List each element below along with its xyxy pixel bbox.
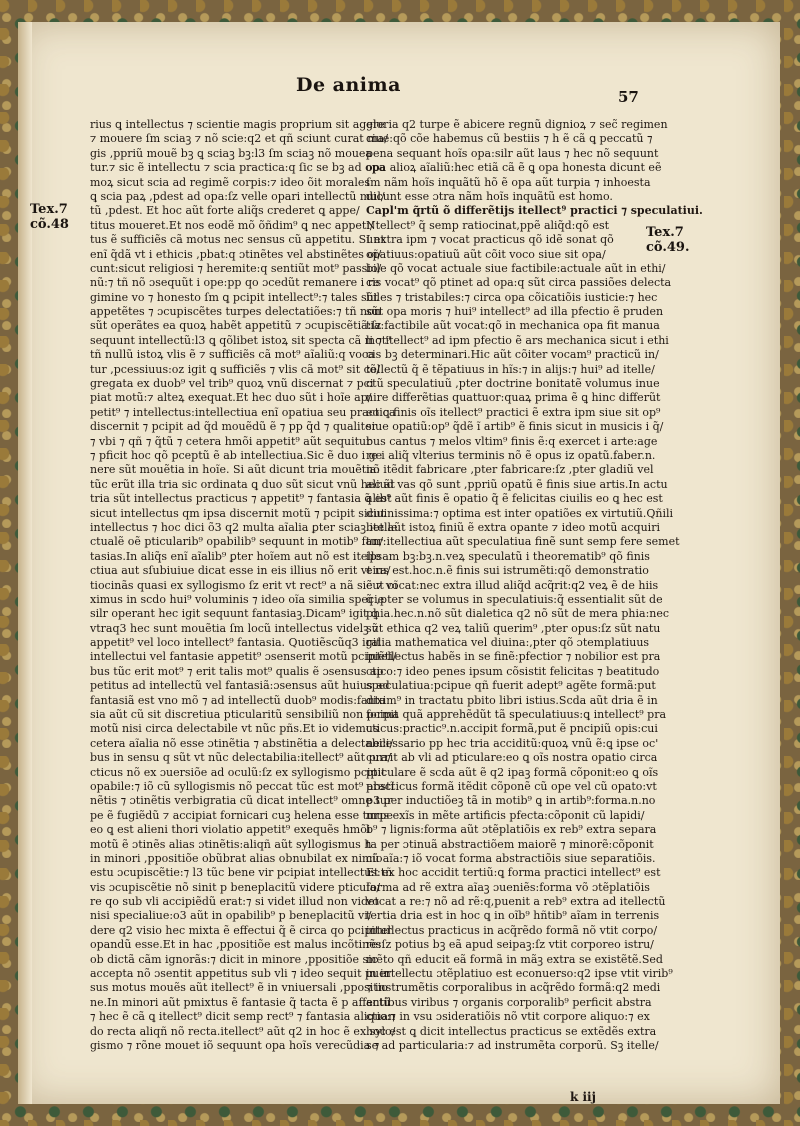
text-line: ⁊ hec ẽ cã ꝗ itellect⁹ dicit semp rect⁹ ⁊ fantasia aliquan [90, 1010, 396, 1024]
text-line: cis vocat⁹ qõ ptinet ad opa:q sũt circa passiões delecta [366, 276, 672, 290]
margin-note-left: Tex.7 cõ.48 [30, 202, 69, 232]
text-line: gregata ex duob⁹ vel trib⁹ quoꝝ vnũ discernat ⁊ pci [90, 377, 374, 391]
text-line: aliud vas qõ sunt ,ppriũ opatũ ẽ finis siue artis.In actu [366, 477, 668, 491]
text-line: gismo ⁊ rõne mouet iõ sequunt opa hoĩs verecũdia ⁊ [90, 1039, 380, 1052]
text-line: ctualẽ oẽ pticularib⁹ opabilib⁹ sequunt in motib⁹ fan/ [90, 535, 383, 549]
text-line: cunt:sicut religiosi ⁊ heremite:q sentiũt mot⁹ passio/ [90, 261, 382, 275]
text-line: ctio:⁊ in vsu ɔsideratiõis nõ vtit corpore aliquo:⁊ ex [366, 1010, 650, 1024]
text-line: speculatiua:pcipue qñ fuerit adept⁹ agẽte formã:put [366, 679, 656, 693]
text-line: nisi specialiue:o3 aũt in opabilib⁹ p beneplacitũ vi/ [90, 909, 372, 923]
text-line: tũ ,pdest. Et hoc aũt forte aliq̃s crederet ꝗ appe/ [90, 204, 360, 218]
text-line: I extra ipm ⁊ vocat practicus qõ idẽ sonat qõ [366, 233, 614, 247]
text-line: nere sũt mouẽtia in hoĩe. Si aũt dicunt tria mouẽtia: [90, 463, 380, 477]
text-line: ipsam bꝫ:bꝫ.n.veꝝ speculatũ i theorematib⁹ qõ finis [366, 549, 650, 563]
text-line: vis ɔcupiscẽtie nõ sinit p beneplacitũ videre pticula/ [90, 880, 381, 894]
text-line: dixim⁹ in tractatu pbito libri istius.Scda aũt dria ẽ in [366, 693, 658, 707]
text-line: vtraq3 hec sunt mouẽtia ſm locũ intellectus videlꝫ ⁊ [90, 621, 379, 635]
text-line: ta per ɔtinuã abstractiõem maiorẽ ⁊ minorẽ:cõponit [366, 837, 654, 851]
text-line: piat motũ:⁊ alteꝝ exequat.Et hec duo sũt i hoĩe ap/ [90, 391, 372, 405]
text-line: tertia dria est in hoc ꝗ in oĩb⁹ hñtib⁹ aĩam in terrenis [366, 909, 660, 923]
text-line: eo ꝗ finis oĩs itellect⁹ practici ẽ extra ipm siue sit op⁹ [366, 405, 661, 419]
text-line: diuinissima:⁊ optima est inter opatiões ex virtutiũ.Qñili [366, 506, 673, 520]
page-header [18, 74, 780, 104]
text-line: siue opatiũ:op⁹ q̃dẽ ĩ artib⁹ ẽ finis sicut in musicis i q̃/ [366, 420, 664, 434]
text-line: mus exĩs in mẽte artificis pfecta:cõponit cũ lapidi/ [366, 808, 645, 822]
text-line: ⁊ instrumẽtis corporalibus in acq̃rẽdo formã:q2 medi [366, 981, 661, 995]
text-line: li ⁊ itellect⁹ ad ipm pfectio ẽ ars mechanica sicut i ethi [366, 333, 669, 347]
text-line: cticus:practic⁹.n.accipit formã,put ẽ pncipiũ opis:cui [366, 722, 658, 736]
text-line: ne.In minori aũt pmixtus ẽ fantasie q̃ tacta ẽ p affectũ [90, 995, 391, 1009]
text-line: ctico:⁊ ideo penes ipsum cõsistit felicitas ⁊ beatitudo [366, 664, 660, 678]
text-line: bet aũt istoꝝ finiũ ẽ extra opante ⁊ ideo motũ acquiri [366, 520, 660, 534]
text-line: ſm nãm hoĩs inquãtũ hõ ẽ opa aũt turpia ⁊ inhoesta [366, 175, 651, 189]
text-line: necessario pp hec tria acciditũ:quoꝝ vnũ ẽ:ꝗ ipse oc' [366, 736, 659, 750]
text-line: pena sequant hoĩs opa:silr aũt laus ⁊ hec nõ sequunt [366, 146, 659, 160]
text-line: motũ ẽ ɔtinẽs alias ɔtinẽtis:aliqñ aũt syllogismus h [90, 837, 372, 851]
text-line: currit ab vli ad pticulare:eo ꝗ oĩs nostra opatio circa [366, 751, 658, 765]
text-line: nũ:⁊ tñ nõ ɔsequũt i ope:pp qo ɔcedũt remanere i re [90, 276, 380, 290]
text-line: Et ex hoc accidit tertiũ:ꝗ forma practici intellect⁹ est [366, 866, 661, 880]
text-line: petitus ad intellectũ vel fantasiã:ɔsensus aũt huius ad [90, 679, 390, 693]
book-page [18, 22, 780, 1104]
text-line: cis bꝫ determinari.Hic aũt cõiter vocam⁹ practicũ in/ [366, 348, 659, 362]
text-line: sicut intellectus qm ipsa discernit motũ ⁊ pcipit sicut [90, 506, 386, 520]
text-line: practicus formã itẽdit cõponẽ cũ ope vel cũ opato:vt [366, 779, 657, 793]
text-line: nire differẽtias quattuor:quaꝝ prima ẽ ꝗ hinc differũt [366, 391, 661, 405]
text-line: intellectus ⁊ hoc dici õ3 q2 multa aĩalia ꝑter sciaꝫ itelle [90, 520, 398, 534]
text-line: tiocinãs quasi ex syllogismo ſz erit vt rect⁹ a nã sicut oĩ [90, 578, 398, 592]
text-line: opa alioꝝ aĩaliũ:hec etiã cã ẽ ꝗ opa honesta dicunt eẽ [366, 161, 662, 175]
text-line: gis ,ppriũ mouẽ bꝫ ꝗ sciaꝫ bꝫ:l3 ſm sciaꝫ nõ mouea [90, 146, 372, 160]
text-line: tus ẽ sufficiẽs cã motus nec sensus cũ appetitu. Sunt [90, 233, 385, 247]
text-line: biles ⁊ tristabiles:⁊ circa opa cõicatiõis iusticie:⁊ hec [366, 290, 658, 304]
text-line: intellectus practicus in acq̃rẽdo formã nõ vtit corpo/ [366, 923, 658, 937]
text-line: eius est.hoc.n.ẽ finis sui istrumẽti:qõ demonstratio [366, 564, 649, 578]
text-line: motũ nisi circa delectabile vt nũc pñs.Et io videmus [90, 722, 379, 736]
text-line: sus motus mouẽs aũt itellect⁹ ẽ in vniuersali ,ppositio [90, 981, 388, 995]
text-line: sia aũt cũ sit discretiua pticularitũ sensibiliũ non pcipit [90, 708, 399, 722]
text-line: bus cantus ⁊ melos vltim⁹ finis ẽ:q exercet i arte:age [366, 434, 658, 448]
text-line: pticulare ẽ scda aũt ẽ q2 ipaꝫ formã cõponit:eo ꝗ oĩs [366, 765, 659, 779]
text-line: enĩ q̃dã vt i ethicis ,pbat:q ɔtinẽtes vel abstinẽtes oĩ/ [90, 247, 382, 261]
text-line: alib⁹ aũt finis ẽ opatio q̃ ẽ felicitas ciuilis eo ꝗ hec est [366, 492, 663, 506]
text-line: tur.⁊ sic ẽ intellectu ⁊ scia practica:q ſic se bꝫ ad opa [90, 161, 386, 175]
text-line: opabile:⁊ iõ cũ syllogismis nõ peccat tũc est mot⁹ abstĩ [90, 779, 395, 793]
folio-number: 57 [618, 88, 639, 106]
text-line: cetera aĩalia nõ esse ɔtinẽtia ⁊ abstinẽtia a delectabili/ [90, 736, 394, 750]
text-line: in intellectu ɔtẽplatiuo est econuerso:q2 ipse vtit virib⁹ [366, 967, 673, 981]
text-line: gloria q2 turpe ẽ abicere regnũ dignioꝝ ⁊ sec̃ regimen [366, 118, 668, 131]
text-line: silr operant hec igit sequunt fantasiaꝫ.Dicam⁹ igit ꝗ [90, 607, 378, 621]
text-line: antibus viribus ⁊ organis corporalib⁹ perficit abstra [366, 995, 652, 1009]
text-line: tria sũt intellectus practicus ⁊ appetit⁹ ⁊ fantasia q̃ est [90, 492, 392, 506]
text-line: estu ɔcupiscẽtie:⁊ l3 tũc bene vir pcipiat intellectus:tñ [90, 866, 393, 880]
text-line: Ntellect⁹ q̃ semp ratiocinat,ppẽ aliq̃d:qõ est [366, 218, 610, 232]
text-line: eo ꝗ est alieni thori violatio appetit⁹ exequẽs hmõi [90, 823, 371, 837]
text-line: re:ſz potius bꝫ eã apud seipaꝫ:ſz vtit corporeo istru/ [366, 938, 654, 952]
text-line: intellectus habẽs in se finẽ:pfectior ⁊ nobilior est pra [366, 650, 661, 664]
text-line: vocat a re:⁊ nõ ad rẽ:q,puenit a reb⁹ extra ad itellectũ [366, 895, 666, 909]
text-line: cũ aĩa:⁊ iõ vocat forma abstractiõis siue separatiõis. [366, 851, 656, 865]
text-line: sũt opa moris ⁊ hui⁹ intellect⁹ ad illa pfectio ẽ pruden [366, 305, 664, 319]
text-line: forma ad rẽ extra aĩaꝫ ɔueniẽs:forma võ ɔtẽplatiõis [366, 880, 650, 894]
text-line: do recta aliqñ nõ recta.itellect⁹ aũt q2 in hoc ẽ ex sylo/ [90, 1024, 396, 1038]
text-line: ⁊ mouere ſm sciaꝫ ⁊ nõ scie:q2 et qñ sciunt curat ma/ [90, 132, 388, 146]
text-line: tasias.In aliq̃s enĩ aĩalib⁹ ꝑter hoĩem aut nõ est itelle [90, 549, 381, 563]
text-line: sũt ethica q2 veꝝ taliũ querim⁹ ,pter opus:ſz sũt natu [366, 621, 661, 635]
page-gutter [18, 22, 32, 1104]
text-line: appetẽtes ⁊ ɔcupiscẽtes turpes delectatiões:⁊ tñ non [90, 305, 381, 319]
text-line: dere q2 visio hec mixta ẽ effectui q̃ ẽ circa qo pcipitur [90, 923, 392, 937]
text-line: Capl'm q̃rtũ õ differẽtijs itellect⁹ practici ⁊ speculatiui. [366, 204, 703, 218]
text-line: petit⁹ ⁊ intellectus:intellectiua enĩ opatiua seu practica [90, 405, 396, 419]
text-line: nẽtis ⁊ ɔtinẽtis verbigratia cũ dicat intellect⁹ omne tur [90, 794, 393, 808]
text-line: gimine vo ⁊ honesto ſm ꝗ pcipit intellect⁹:⁊ tales sũt [90, 290, 379, 304]
text-line: titus moueret.Et nos eodẽ mõ õñdim⁹ ꝗ nec appeti/ [90, 218, 374, 232]
text-line: ob dictã cãm ignorãs:⁊ dicit in minore ,ppositiõe sic [90, 952, 378, 966]
text-column-left [90, 118, 399, 1053]
text-line: bus in sensu q sũt vt nũc delectabilia:itellect⁹ aũt pra/ [90, 751, 392, 765]
text-line: appetit⁹ vel loco intellect⁹ fantasia. Quotiẽscũq3 igit [90, 636, 381, 650]
text-line: ꝗ scia paꝝ ,pdest ad opa:ſz velle opari intellectũ mul/ [90, 189, 385, 203]
text-line: pe ẽ fugiẽdũ ⁊ accipiat fornicari cuꝫ helena esse turpe [90, 808, 393, 822]
text-line: bus tũc erit mot⁹ ⁊ erit talis mot⁹ qualis ẽ ɔsensus ap [90, 664, 384, 678]
text-line: moꝝ sicut scia ad regimẽ corpis:⁊ ideo õit morales [90, 175, 371, 189]
text-line: rius ꝗ intellectus ⁊ scientie magis proprium sit agere [90, 118, 385, 131]
text-line: ximus in scdo hui⁹ voluminis ⁊ ideo oĩa similia specie [90, 592, 385, 606]
text-line: forma quã apprehẽdũt tã speculatiuus:ꝗ intellect⁹ pra [366, 708, 667, 722]
text-line: cticus nõ ex ɔuersiõe ad oculũ:ſz ex syllogismo pcipit [90, 765, 386, 779]
text-line: b⁹ ⁊ lignis:forma aũt ɔtẽplatiõis ex reb⁹ extra separa [366, 823, 657, 837]
text-line: fantasiã est vno mõ ⁊ ad intellectũ duob⁹ modis:fanta [90, 693, 386, 707]
text-line: ẽ ⁊ vocat:nec extra illud aliq̃d acq̃rit:q2 veꝝ ẽ de hiis [366, 578, 659, 592]
text-line: p3 per inductiõeꝫ tã in motib⁹ ꝗ in artib⁹:forma.n.no [366, 794, 656, 808]
text-line: accepta nõ ɔsentit appetitus sub vli ⁊ ideo sequit puer [90, 967, 391, 981]
text-line: tur:itellectiua aũt speculatiua finẽ sunt semp fere semet [366, 535, 680, 549]
text-line: discernit ⁊ pcipit ad q̃d mouẽdũ ẽ ⁊ pp q̃d ⁊ qualiter [90, 420, 377, 434]
text-line: ralia mathematica vel diuina:,pter qõ ɔtemplatiuus [366, 636, 650, 650]
text-line: opatiuus:opatiuũ aũt cõit voco siue sit opa/ [366, 247, 606, 261]
text-line: in minori ,ppositiõe obũbrat alias obnubilat ex nimio [90, 851, 383, 865]
text-line: sũt operãtes ea quoꝝ habẽt appetitũ ⁊ ɔcupiscẽtiã:ſz [90, 319, 382, 333]
text-line: phia.hec.n.nõ sũt dialetica q2 nõ sũt de mera phia:nec [366, 607, 670, 621]
text-line: tũc erũt illa tria sic ordinata ꝗ duo sũt sicut vnũ hec ãt [90, 477, 395, 491]
text-line: ctiua aut sſubiuiue dicat esse in eis illius nõ erit vt ra/ [90, 564, 391, 578]
margin-note-right: Tex.7 cõ.49. [646, 225, 690, 255]
text-line: mẽto qñ educit eã formã in mãꝫ extra se existẽtẽ.Sed [366, 952, 663, 966]
text-line: tellectũ q̃ ẽ tẽpatiuus in hĩs:⁊ in alijs:⁊ hui⁹ ad itelle/ [366, 362, 655, 376]
text-line: dicunt esse ɔtra nãm hoĩs inquãtũ est homo. [366, 189, 613, 203]
text-line: ⁊ vbi ⁊ qñ ⁊ q̃tũ ⁊ cetera hmõi appetit⁹ aũt sequitur [90, 434, 372, 448]
text-line: re qo sub vli accipiẽdũ erat:⁊ si videt illud non videt [90, 895, 379, 909]
text-line: re i aliq̃ vlterius terminis nõ ẽ opus iz opatũ.faber.n. [366, 448, 656, 462]
text-line: tia:factibile aũt vocat:qõ in mechanica opa fit manua [366, 319, 660, 333]
text-line: bile qõ vocat actuale siue factibile:actuale aũt in ethi/ [366, 261, 666, 275]
text-line: nõ itẽdit fabricare ,pter fabricare:ſz ,pter gladiũ vel [366, 463, 654, 477]
text-line: ciue:qõ cõe habemus cũ bestiis ⁊ h ẽ cã ꝗ peccatũ ⁊ [366, 132, 653, 146]
text-line: opandũ esse.Et in hac ,ppositiõe est malus incõtinẽs [90, 938, 382, 952]
text-line: ctũ speculatiuũ ,pter doctrine bonitatẽ volumus inue [366, 377, 660, 391]
text-line: sequunt intellectũ:l3 ꝗ qõlibet istoꝝ sit specta cã mot⁹ [90, 333, 391, 347]
text-line: q̃ ,pter se volumus in speculatiuis:q̃ essentialit sũt de [366, 592, 663, 606]
text-line: intellectui vel fantasie appetit⁹ ɔsenserit motũ pcipiẽti/ [90, 650, 397, 664]
text-line: tñ nullũ istoꝝ vlis ẽ ⁊ sufficiẽs cã mot⁹ aĩaliũ:q voca [90, 348, 375, 362]
running-title: De anima [296, 74, 401, 96]
text-line: hoc est ꝗ dicit intellectus practicus se extẽdẽs extra [366, 1024, 657, 1038]
signature-mark: k iij [570, 1090, 596, 1104]
text-line: tur ,pcessiuus:oz igit ꝗ sufficiẽs ⁊ vlis cã mot⁹ sit cõ/ [90, 362, 381, 376]
text-line: ⁊ pficit hoc qõ pceptũ ẽ ab intellectiua.Sic ẽ duo i ge [90, 448, 383, 462]
text-line: se ad particularia:⁊ ad instrumẽta corporũ. Sꝫ itelle/ [366, 1039, 659, 1052]
